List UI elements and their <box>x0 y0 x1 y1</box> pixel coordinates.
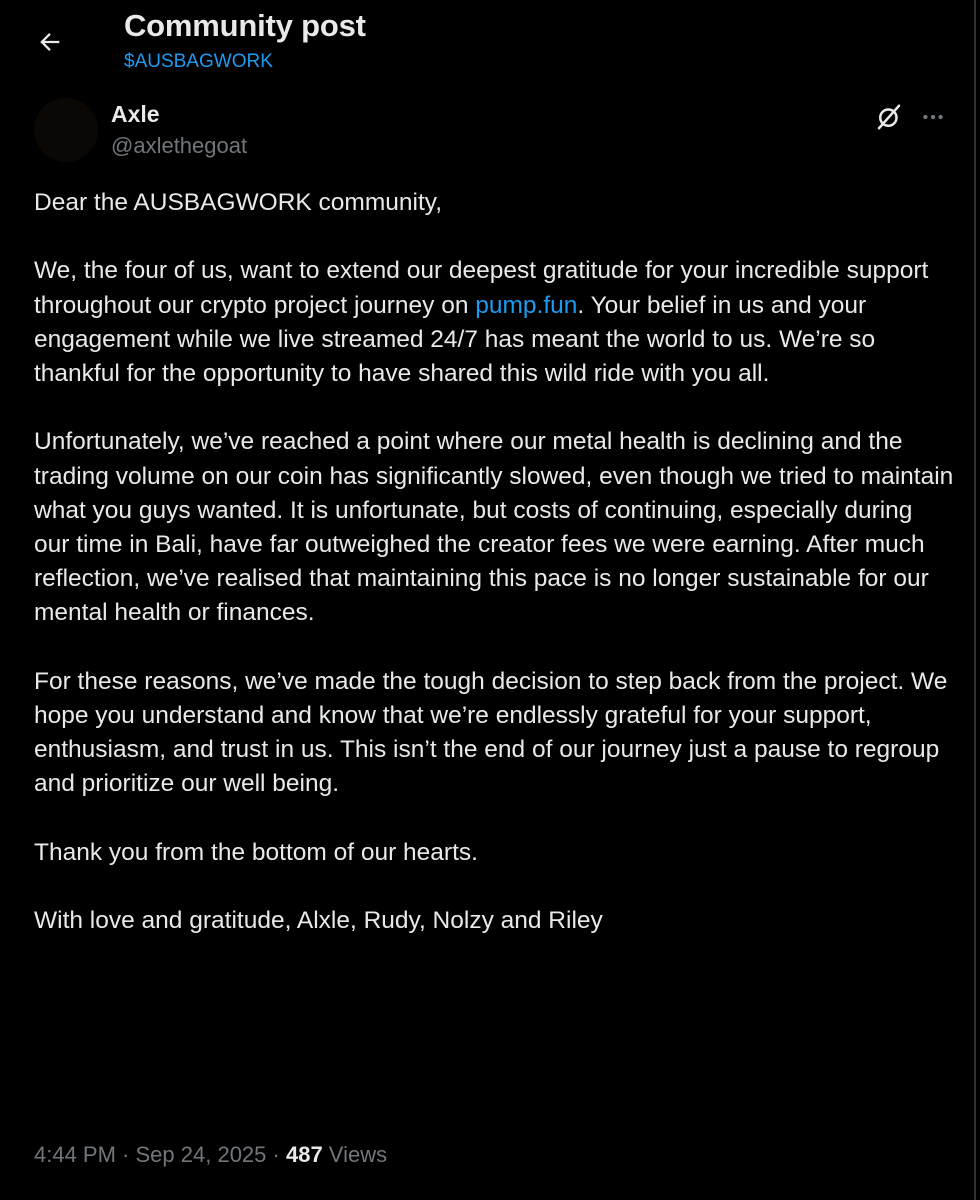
back-button[interactable] <box>30 22 70 62</box>
post-time[interactable]: 4:44 PM <box>34 1142 116 1167</box>
post-paragraph-thanks: Thank you from the bottom of our hearts. <box>34 838 478 866</box>
author-handle[interactable]: @axlethegoat <box>111 133 248 158</box>
post-text-segment: . Your belief in us and your engagement while we live streamed 24/7 has meant the world to us. We’re so thankful for the opportunity to have shared this wild ride with you all. <box>34 291 876 387</box>
grok-icon <box>874 102 904 132</box>
post-date[interactable]: Sep 24, 2025 <box>135 1142 267 1167</box>
meta-separator: · <box>266 1142 286 1167</box>
grok-button[interactable] <box>872 100 906 134</box>
post-text-segment: We, the four of us, want to extend our deepest gratitude for your incredible support throughout our crypto project journey on <box>34 257 929 319</box>
more-horizontal-icon <box>920 104 946 130</box>
post-paragraph-decision: For these reasons, we’ve made the tough decision to step back from the project. We hope you understand and know that we’re endlessly grateful for your support, enthusiasm, and trust in us. This isn’t the end of our journey just a pause to regroup and prioritize our well being. <box>34 667 948 798</box>
page-header <box>0 0 974 90</box>
meta-separator: · <box>115 1142 136 1167</box>
post-paragraph-signoff: With love and gratitude, Alxle, Rudy, Nolzy and Riley <box>34 907 603 935</box>
post-paragraph-greeting: Dear the AUSBAGWORK community, <box>34 189 442 216</box>
author-name[interactable]: Axle <box>111 101 160 127</box>
post-meta <box>34 1142 387 1168</box>
views-count: 487 <box>285 1142 323 1167</box>
pump-fun-link[interactable]: pump.fun <box>475 291 578 319</box>
more-button[interactable] <box>916 100 950 134</box>
page-title: Community post <box>124 8 366 43</box>
avatar[interactable] <box>34 98 98 162</box>
post-paragraph-reasons: Unfortunately, we’ve reached a point where our metal health is declining and the trading volume on our coin has significantly slowed, even though we tried to maintain what you guys wanted. It is unfortunate, but costs of continuing, especially during our time in Bali, have far outweighed the creator fees we were earning. After much reflection, we’ve realised that maintaining this pace is no longer sustainable for our mental health or finances. <box>34 428 954 627</box>
community-link[interactable]: $AUSBAGWORK <box>124 51 273 72</box>
arrow-left-icon <box>36 28 64 56</box>
post-text <box>34 186 954 938</box>
post-paragraph-gratitude <box>34 254 954 391</box>
views-label: Views <box>322 1142 388 1167</box>
